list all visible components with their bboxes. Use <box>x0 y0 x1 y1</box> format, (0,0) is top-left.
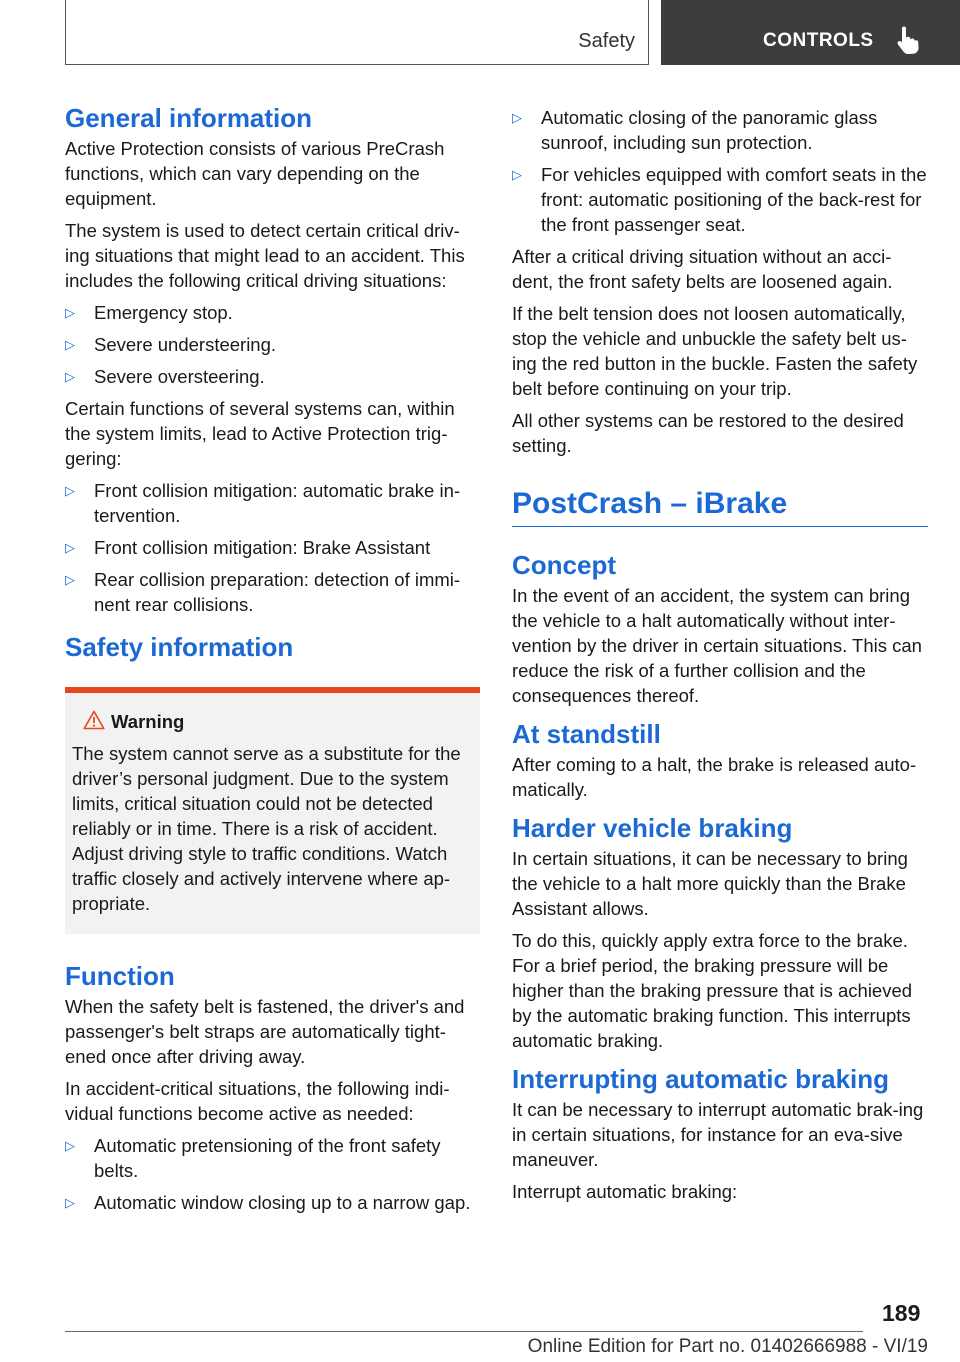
concept-heading: Concept <box>512 550 616 580</box>
triangle-bullet-icon: ▷ <box>65 337 75 352</box>
harder-braking-paragraph-2: To do this, quickly apply extra force to the brake. For a brief period, the braking pressure will be higher than the braking pressure that is achieved by the automatic braking function. This interrupts automatic braking. <box>512 930 913 1051</box>
general-paragraph-1: Active Protection consists of various PreCrash functions, which can vary depending on the equipment. <box>65 138 445 209</box>
concept-paragraph: In the event of an accident, the system can bring the vehicle to a halt automatically without inter‐vention by the driver in certain situations. This can reduce the risk of a further collision and the consequences thereof. <box>512 585 922 706</box>
critical-situations-list <box>65 300 480 389</box>
list-item: ▷ Emergency stop. <box>65 302 233 323</box>
list-item: ▷ Automatic closing of the panoramic glass sunroof, including sun protection. <box>512 107 878 153</box>
safety-information-heading: Safety information <box>65 632 294 662</box>
header-chapter-tab[interactable] <box>661 0 960 65</box>
triangle-bullet-icon: ▷ <box>512 110 522 125</box>
general-information-heading: General information <box>65 103 313 133</box>
right-column <box>512 100 928 1211</box>
at-standstill-heading: At standstill <box>512 719 661 749</box>
standstill-paragraph: After coming to a halt, the brake is released auto‐matically. <box>512 754 917 800</box>
warning-box <box>65 687 480 934</box>
triangle-bullet-icon: ▷ <box>65 1195 75 1210</box>
function-heading: Function <box>65 961 175 991</box>
harder-braking-paragraph-1: In certain situations, it can be necessary to bring the vehicle to a halt more quickly than the Brake Assistant allows. <box>512 848 908 919</box>
list-item: ▷ Severe understeering. <box>65 334 277 355</box>
list-item: ▷ Automatic pretensioning of the front safety belts. <box>65 1135 441 1181</box>
active-functions-list <box>65 1133 480 1215</box>
header-section-box <box>65 0 649 65</box>
postcrash-ibrake-heading: PostCrash – iBrake <box>512 487 788 520</box>
restore-systems-paragraph: All other systems can be restored to the desired setting. <box>512 410 904 456</box>
left-column <box>65 100 480 1222</box>
list-item: ▷ Front collision mitigation: Brake Assistant <box>65 537 431 558</box>
active-functions-list-continued <box>512 105 928 237</box>
function-paragraph-2: In accident-critical situations, the following indi‐vidual functions become active as needed: <box>65 1078 450 1124</box>
triangle-bullet-icon: ▷ <box>65 483 75 498</box>
interrupting-braking-heading: Interrupting automatic braking <box>512 1064 890 1094</box>
trigger-list <box>65 478 480 617</box>
triangle-bullet-icon: ▷ <box>65 305 75 320</box>
after-crash-paragraph: After a critical driving situation without an acci‐dent, the front safety belts are loosened again. <box>512 246 893 292</box>
triangle-bullet-icon: ▷ <box>65 572 75 587</box>
belt-tension-paragraph: If the belt tension does not loosen automatically, stop the vehicle and unbuckle the safety belt us‐ing the red button in the buckle. Fasten the safety belt before continuing on your trip. <box>512 303 918 399</box>
list-item: ▷ Front collision mitigation: automatic brake in‐tervention. <box>65 480 461 526</box>
header-chapter-label: CONTROLS <box>763 30 874 51</box>
list-item: ▷ Automatic window closing up to a narrow gap. <box>65 1192 471 1213</box>
hand-pointer-icon <box>895 24 921 54</box>
general-paragraph-2: The system is used to detect certain critical driv‐ing situations that might lead to an accident. This includes the following critical driving situations: <box>65 220 465 291</box>
triangle-bullet-icon: ▷ <box>512 167 522 182</box>
footer-divider <box>65 1331 863 1332</box>
interrupting-paragraph-2: Interrupt automatic braking: <box>512 1181 738 1202</box>
warning-header <box>72 709 475 734</box>
triangle-bullet-icon: ▷ <box>65 1138 75 1153</box>
triangle-bullet-icon: ▷ <box>65 369 75 384</box>
list-item: ▷ Rear collision preparation: detection of immi‐nent rear collisions. <box>65 569 461 615</box>
trigger-paragraph: Certain functions of several systems can, within the system limits, lead to Active Protection trig‐gering: <box>65 398 455 469</box>
harder-braking-heading: Harder vehicle braking <box>512 813 793 843</box>
page-number: 189 <box>882 1300 921 1326</box>
section-divider <box>512 526 928 527</box>
header-section-title: Safety <box>578 30 635 52</box>
footer-edition-text: Online Edition for Part no. 01402666988 - VI/19 <box>527 1336 928 1357</box>
list-item: ▷ Severe oversteering. <box>65 366 265 387</box>
warning-title: Warning <box>111 711 185 732</box>
interrupting-paragraph-1: It can be necessary to interrupt automatic brak‐ing in certain situations, for instance for an eva‐sive maneuver. <box>512 1099 924 1170</box>
function-paragraph-1: When the safety belt is fastened, the driver's and passenger's belt straps are automatically tight‐ened once after driving away. <box>65 996 465 1067</box>
list-item: ▷ For vehicles equipped with comfort seats in the front: automatic positioning of the back‐rest for the front passenger seat. <box>512 164 927 235</box>
warning-triangle-icon <box>83 710 105 730</box>
triangle-bullet-icon: ▷ <box>65 540 75 555</box>
warning-text: The system cannot serve as a substitute for the driver’s personal judgment. Due to the system limits, critical situation could not be detected reliably or in time. There is a risk of accident. Adjust driving style to traffic conditions. Watch traffic closely and actively intervene where ap‐propriate. <box>72 743 461 914</box>
